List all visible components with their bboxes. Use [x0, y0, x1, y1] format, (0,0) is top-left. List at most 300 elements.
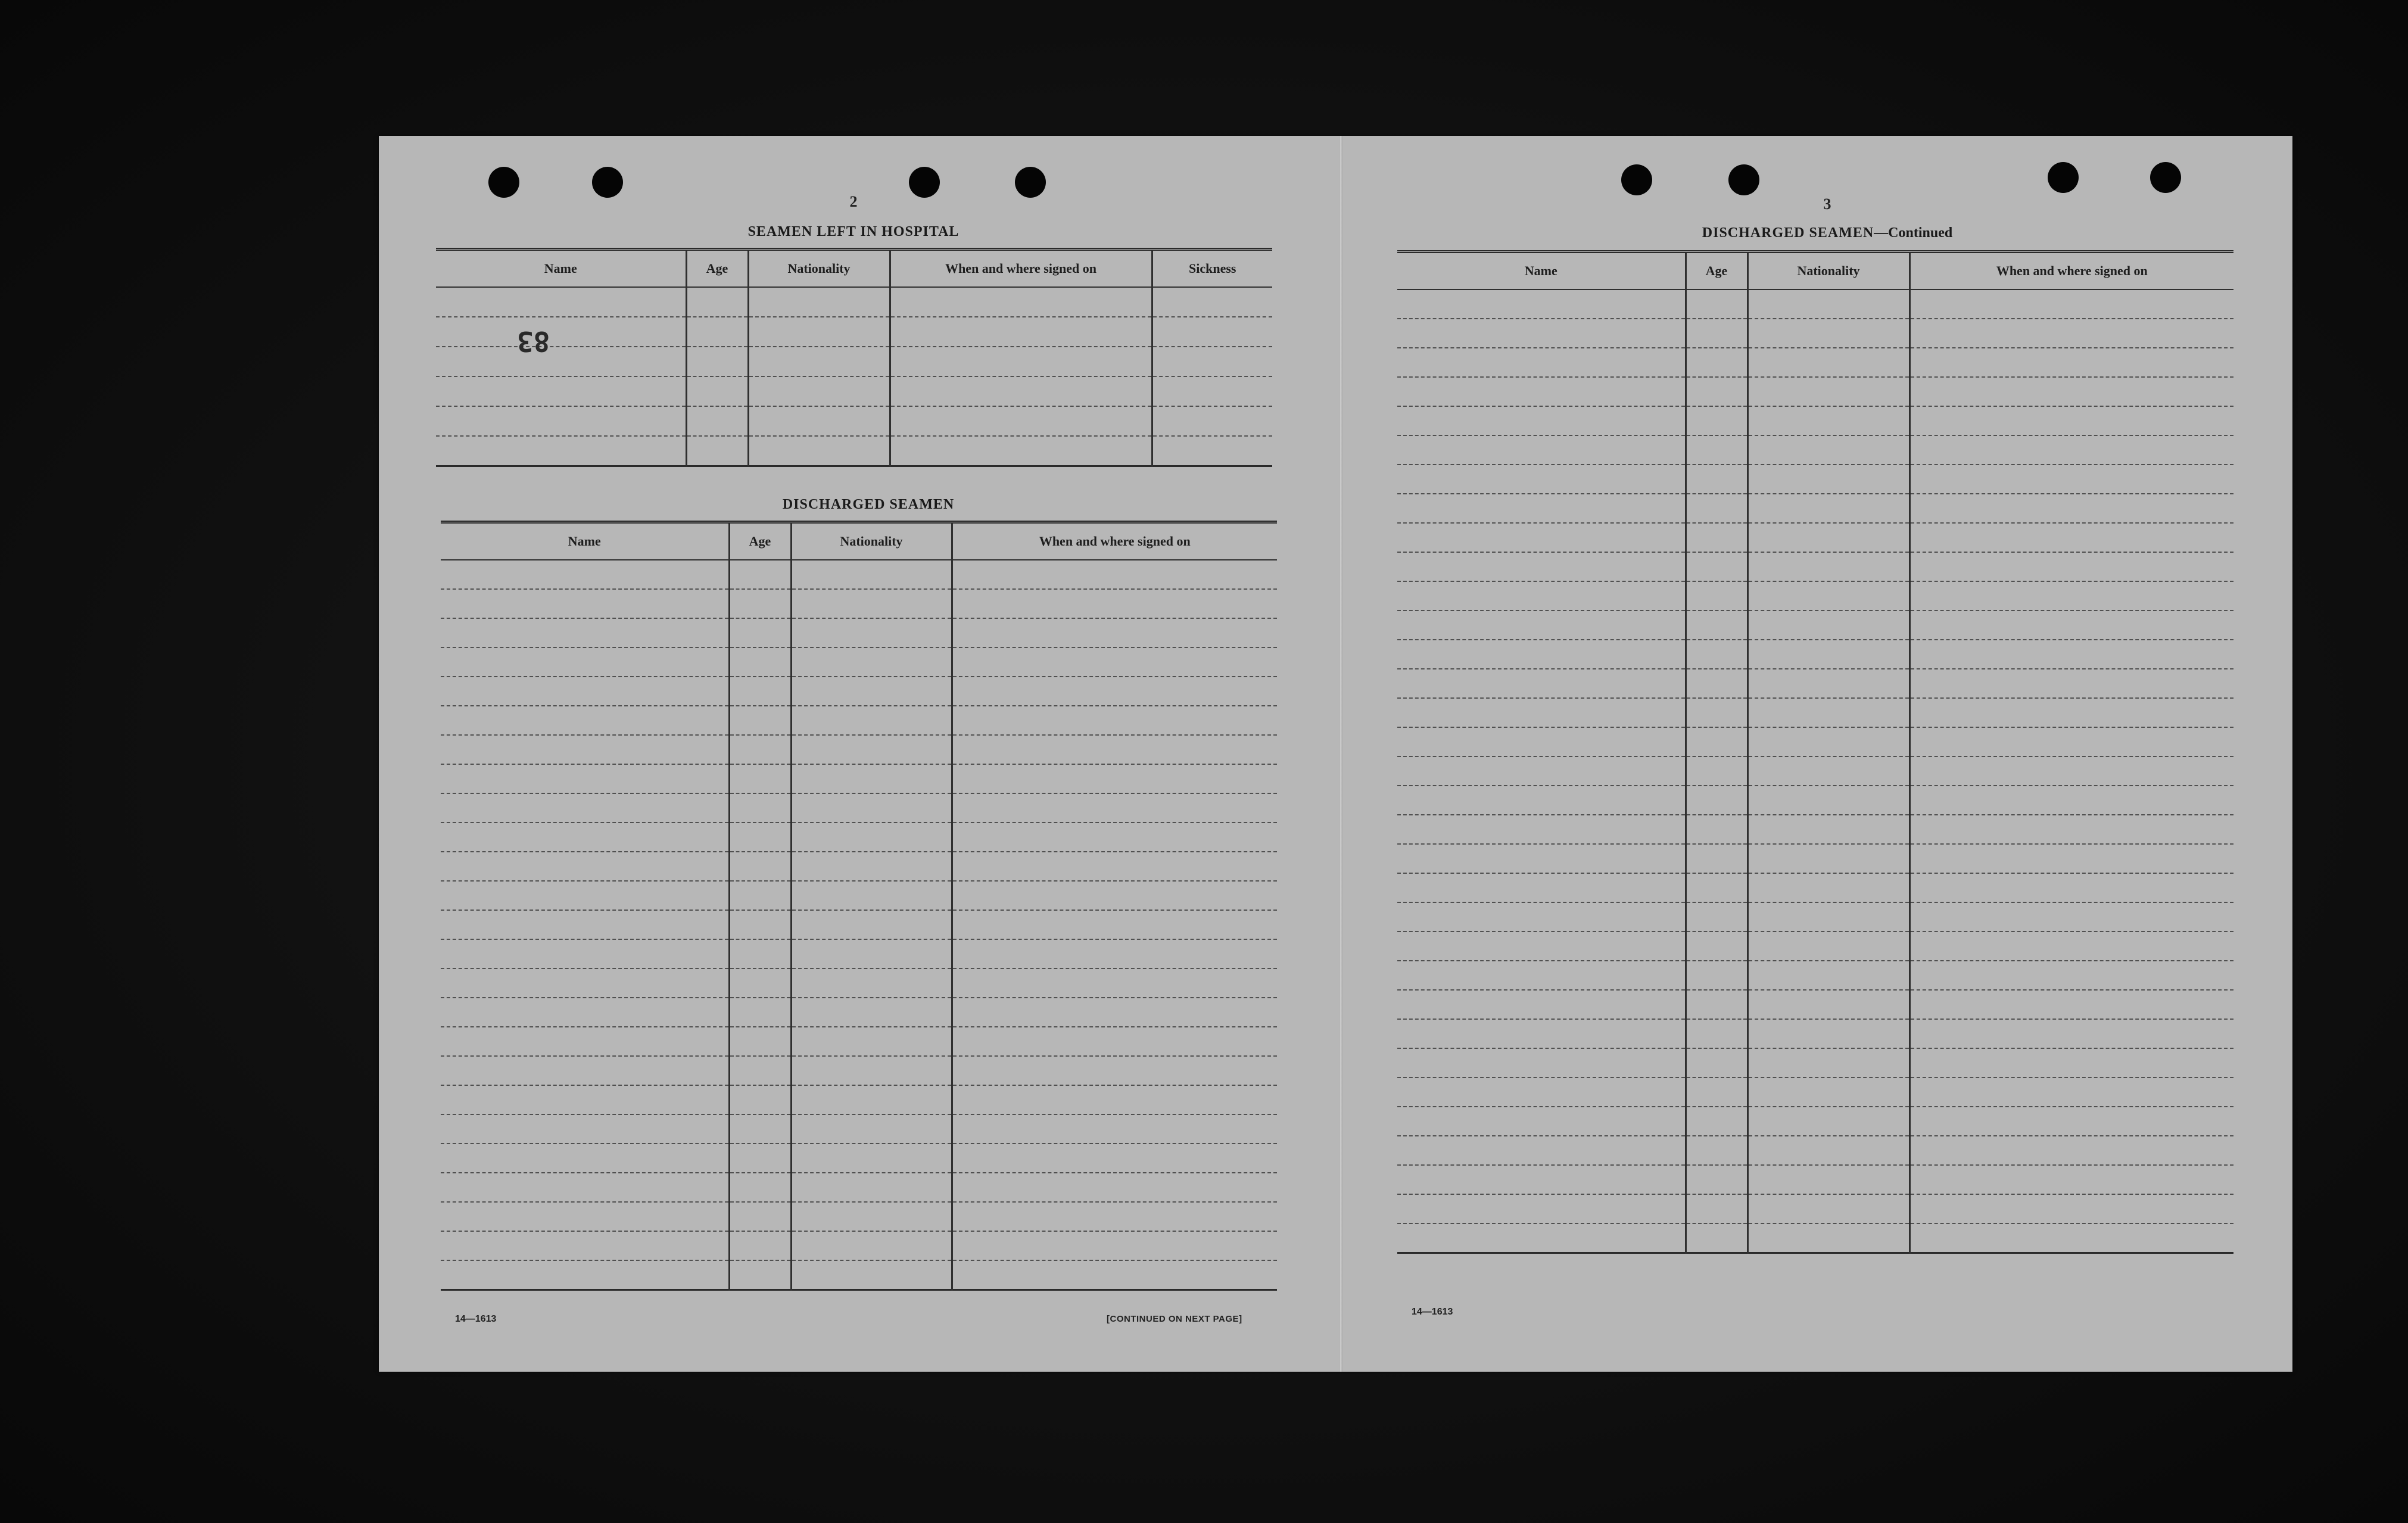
- blank-cell: [890, 287, 1152, 317]
- blank-cell: [1397, 1077, 1686, 1107]
- blank-cell: [441, 1027, 729, 1056]
- blank-cell: [1909, 1107, 2233, 1136]
- table-row: [441, 1027, 1277, 1056]
- blank-cell: [1397, 611, 1686, 640]
- blank-cell: [1397, 494, 1686, 523]
- left-page-number: 2: [849, 193, 858, 210]
- blank-cell: [1747, 1223, 1909, 1253]
- blank-cell: [1397, 348, 1686, 377]
- blank-cell: [1747, 1165, 1909, 1194]
- blank-cell: [1909, 611, 2233, 640]
- table-row: [1397, 902, 2233, 932]
- blank-cell: [1397, 932, 1686, 961]
- blank-cell: [1686, 289, 1747, 319]
- blank-cell: [1909, 348, 2233, 377]
- table-row: [436, 406, 1272, 436]
- blank-cell: [436, 436, 686, 466]
- blank-cell: [1397, 669, 1686, 698]
- blank-cell: [791, 1114, 952, 1144]
- table-row: [1397, 698, 2233, 727]
- blank-cell: [1397, 961, 1686, 990]
- punch-hole: [909, 167, 940, 198]
- table-row: [441, 735, 1277, 764]
- table-row: [1397, 815, 2233, 844]
- table-row: [441, 852, 1277, 881]
- blank-cell: [441, 998, 729, 1027]
- table-row: [441, 560, 1277, 589]
- blank-cell: [441, 968, 729, 998]
- blank-cell: [1909, 961, 2233, 990]
- blank-cell: [729, 1056, 791, 1085]
- discharged-table: [441, 521, 1277, 1291]
- blank-cell: [1686, 406, 1747, 435]
- table-row: [1397, 377, 2233, 406]
- blank-cell: [791, 939, 952, 968]
- blank-cell: [1747, 552, 1909, 581]
- page-fold: [1339, 136, 1342, 1372]
- blank-cell: [1686, 932, 1747, 961]
- blank-cell: [748, 406, 890, 436]
- discharged-section-title: DISCHARGED SEAMEN: [782, 497, 955, 512]
- blank-cell: [1909, 756, 2233, 786]
- blank-cell: [1397, 465, 1686, 494]
- blank-cell: [1397, 1048, 1686, 1077]
- blank-cell: [1747, 523, 1909, 552]
- blank-cell: [791, 1260, 952, 1290]
- blank-cell: [1747, 611, 1909, 640]
- blank-cell: [1686, 873, 1747, 902]
- blank-cell: [1152, 347, 1272, 376]
- blank-cell: [1747, 669, 1909, 698]
- table-row: [1397, 640, 2233, 669]
- blank-cell: [791, 735, 952, 764]
- column-header-when-and-where-signed-on: When and where signed on: [952, 522, 1277, 560]
- blank-cell: [1397, 1194, 1686, 1223]
- blank-cell: [1686, 669, 1747, 698]
- blank-cell: [1686, 319, 1747, 348]
- table-row: [441, 1173, 1277, 1202]
- blank-cell: [729, 910, 791, 939]
- blank-cell: [1397, 873, 1686, 902]
- table-row: [436, 376, 1272, 406]
- blank-cell: [1909, 406, 2233, 435]
- blank-cell: [1909, 640, 2233, 669]
- blank-cell: [748, 287, 890, 317]
- blank-cell: [952, 764, 1277, 793]
- blank-cell: [1397, 435, 1686, 465]
- blank-cell: [441, 1231, 729, 1260]
- blank-cell: [1686, 844, 1747, 873]
- blank-cell: [1686, 1048, 1747, 1077]
- blank-cell: [791, 823, 952, 852]
- blank-cell: [1686, 348, 1747, 377]
- blank-cell: [1909, 465, 2233, 494]
- blank-cell: [890, 347, 1152, 376]
- blank-cell: [1747, 1136, 1909, 1165]
- blank-cell: [1909, 289, 2233, 319]
- blank-cell: [729, 1202, 791, 1231]
- table-row: [1397, 1194, 2233, 1223]
- table-row: [441, 1144, 1277, 1173]
- table-row: [441, 1202, 1277, 1231]
- blank-cell: [1686, 494, 1747, 523]
- blank-cell: [952, 1114, 1277, 1144]
- blank-cell: [1747, 698, 1909, 727]
- blank-cell: [1909, 377, 2233, 406]
- blank-cell: [1397, 1165, 1686, 1194]
- blank-cell: [441, 852, 729, 881]
- table-row: [441, 1085, 1277, 1114]
- blank-cell: [1686, 727, 1747, 756]
- blank-cell: [1397, 990, 1686, 1019]
- blank-cell: [729, 998, 791, 1027]
- table-row: [1397, 289, 2233, 319]
- blank-cell: [1686, 961, 1747, 990]
- table-row: [441, 1231, 1277, 1260]
- table-row: [436, 287, 1272, 317]
- column-header-name: Name: [436, 250, 686, 288]
- table-row: [1397, 465, 2233, 494]
- blank-cell: [441, 1202, 729, 1231]
- blank-cell: [1747, 435, 1909, 465]
- table-row: [1397, 756, 2233, 786]
- column-header-sickness: Sickness: [1152, 250, 1272, 288]
- table-row: [1397, 932, 2233, 961]
- blank-cell: [1909, 1194, 2233, 1223]
- blank-cell: [1747, 1194, 1909, 1223]
- blank-cell: [1909, 786, 2233, 815]
- blank-cell: [952, 910, 1277, 939]
- blank-cell: [1747, 1019, 1909, 1048]
- blank-cell: [436, 347, 686, 376]
- blank-cell: [791, 1144, 952, 1173]
- blank-cell: [1686, 1077, 1747, 1107]
- blank-cell: [791, 764, 952, 793]
- blank-cell: [1686, 1165, 1747, 1194]
- table-row: [1397, 494, 2233, 523]
- blank-cell: [1686, 902, 1747, 932]
- table-row: [436, 347, 1272, 376]
- blank-cell: [441, 618, 729, 647]
- blank-cell: [890, 376, 1152, 406]
- blank-cell: [1397, 406, 1686, 435]
- blank-cell: [748, 376, 890, 406]
- blank-cell: [729, 1027, 791, 1056]
- table-row: [441, 1056, 1277, 1085]
- blank-cell: [952, 1231, 1277, 1260]
- table-row: [441, 647, 1277, 677]
- blank-cell: [890, 317, 1152, 347]
- blank-cell: [1747, 727, 1909, 756]
- blank-cell: [952, 823, 1277, 852]
- table-row: [1397, 435, 2233, 465]
- blank-cell: [729, 939, 791, 968]
- table-row: [441, 589, 1277, 618]
- blank-cell: [952, 560, 1277, 589]
- blank-cell: [1747, 581, 1909, 611]
- punch-hole: [592, 167, 623, 198]
- blank-cell: [952, 939, 1277, 968]
- table-row: [1397, 1077, 2233, 1107]
- blank-cell: [1397, 786, 1686, 815]
- blank-cell: [686, 376, 748, 406]
- blank-cell: [436, 287, 686, 317]
- blank-cell: [1909, 523, 2233, 552]
- blank-cell: [1909, 873, 2233, 902]
- blank-cell: [729, 881, 791, 910]
- blank-cell: [1397, 1223, 1686, 1253]
- blank-cell: [436, 406, 686, 436]
- blank-cell: [729, 823, 791, 852]
- blank-cell: [791, 1231, 952, 1260]
- blank-cell: [1686, 1223, 1747, 1253]
- blank-cell: [729, 706, 791, 735]
- table-row: [1397, 611, 2233, 640]
- blank-cell: [1397, 552, 1686, 581]
- punch-hole: [2150, 162, 2181, 193]
- discharged-continued-title-main: DISCHARGED SEAMEN: [1702, 225, 1874, 241]
- table-row: [441, 618, 1277, 647]
- blank-cell: [952, 1056, 1277, 1085]
- punch-hole: [488, 167, 519, 198]
- table-row: [1397, 581, 2233, 611]
- blank-cell: [1747, 494, 1909, 523]
- blank-cell: [441, 764, 729, 793]
- blank-cell: [1686, 523, 1747, 552]
- table-row: [441, 677, 1277, 706]
- blank-cell: [1909, 552, 2233, 581]
- table-row: [1397, 873, 2233, 902]
- blank-cell: [729, 1144, 791, 1173]
- blank-cell: [1397, 902, 1686, 932]
- blank-cell: [729, 764, 791, 793]
- blank-cell: [1747, 844, 1909, 873]
- blank-cell: [729, 1085, 791, 1114]
- blank-cell: [441, 881, 729, 910]
- table-row: [1397, 406, 2233, 435]
- blank-cell: [441, 939, 729, 968]
- blank-cell: [1747, 289, 1909, 319]
- blank-cell: [1909, 1136, 2233, 1165]
- blank-cell: [441, 1056, 729, 1085]
- blank-cell: [1909, 815, 2233, 844]
- blank-cell: [791, 1173, 952, 1202]
- column-header-nationality: Nationality: [1747, 252, 1909, 290]
- table-row: [1397, 523, 2233, 552]
- blank-cell: [1397, 1136, 1686, 1165]
- blank-cell: [952, 589, 1277, 618]
- blank-cell: [1397, 756, 1686, 786]
- table-row: [1397, 1223, 2233, 1253]
- column-header-when-and-where-signed-on: When and where signed on: [1909, 252, 2233, 290]
- blank-cell: [441, 1144, 729, 1173]
- blank-cell: [791, 998, 952, 1027]
- blank-cell: [441, 823, 729, 852]
- blank-cell: [1686, 465, 1747, 494]
- table-row: [441, 968, 1277, 998]
- table-row: [441, 881, 1277, 910]
- blank-cell: [1686, 990, 1747, 1019]
- blank-cell: [729, 1173, 791, 1202]
- table-row: [441, 823, 1277, 852]
- blank-cell: [1909, 902, 2233, 932]
- blank-cell: [952, 793, 1277, 823]
- blank-cell: [729, 1231, 791, 1260]
- blank-cell: [791, 881, 952, 910]
- blank-cell: [729, 677, 791, 706]
- table-row: [436, 436, 1272, 466]
- table-row: [436, 317, 1272, 347]
- blank-cell: [952, 647, 1277, 677]
- blank-cell: [1397, 1107, 1686, 1136]
- blank-cell: [1909, 435, 2233, 465]
- blank-cell: [436, 376, 686, 406]
- blank-cell: [791, 706, 952, 735]
- blank-cell: [791, 1085, 952, 1114]
- blank-cell: [1747, 319, 1909, 348]
- table-row: [1397, 1136, 2233, 1165]
- blank-cell: [1909, 932, 2233, 961]
- table-row: [1397, 844, 2233, 873]
- table-row: [1397, 348, 2233, 377]
- blank-cell: [1686, 698, 1747, 727]
- blank-cell: [952, 1085, 1277, 1114]
- blank-cell: [952, 706, 1277, 735]
- blank-cell: [890, 406, 1152, 436]
- blank-cell: [1686, 815, 1747, 844]
- blank-cell: [1397, 523, 1686, 552]
- blank-cell: [1686, 786, 1747, 815]
- continued-on-next-page-note: [CONTINUED ON NEXT PAGE]: [1107, 1314, 1242, 1324]
- blank-cell: [441, 1114, 729, 1144]
- blank-cell: [791, 618, 952, 647]
- right-form-code: 14—1613: [1412, 1307, 1453, 1317]
- column-header-name: Name: [441, 522, 729, 560]
- blank-cell: [1909, 494, 2233, 523]
- blank-cell: [729, 618, 791, 647]
- blank-cell: [1747, 786, 1909, 815]
- blank-cell: [1686, 1136, 1747, 1165]
- blank-cell: [1747, 990, 1909, 1019]
- blank-cell: [1909, 844, 2233, 873]
- blank-cell: [952, 852, 1277, 881]
- blank-cell: [748, 347, 890, 376]
- blank-cell: [952, 677, 1277, 706]
- column-header-name: Name: [1397, 252, 1686, 290]
- table-row: [441, 706, 1277, 735]
- blank-cell: [791, 852, 952, 881]
- blank-cell: [1397, 581, 1686, 611]
- table-row: [1397, 1048, 2233, 1077]
- discharged-continued-table: [1397, 250, 2233, 1254]
- left-form-code: 14—1613: [455, 1314, 497, 1324]
- blank-cell: [1747, 1107, 1909, 1136]
- table-row: [441, 998, 1277, 1027]
- blank-cell: [1686, 1107, 1747, 1136]
- discharged-continued-title: [1702, 225, 1952, 241]
- blank-cell: [1397, 727, 1686, 756]
- blank-cell: [1909, 1077, 2233, 1107]
- blank-cell: [748, 317, 890, 347]
- table-row: [1397, 961, 2233, 990]
- blank-cell: [1686, 640, 1747, 669]
- blank-cell: [791, 1027, 952, 1056]
- blank-cell: [1909, 1223, 2233, 1253]
- punch-hole: [2048, 162, 2079, 193]
- blank-cell: [890, 436, 1152, 466]
- table-row: [1397, 786, 2233, 815]
- column-header-age: Age: [1686, 252, 1747, 290]
- blank-cell: [952, 1144, 1277, 1173]
- column-header-nationality: Nationality: [791, 522, 952, 560]
- column-header-age: Age: [686, 250, 748, 288]
- document-sheet: [379, 136, 2292, 1372]
- blank-cell: [791, 1056, 952, 1085]
- blank-cell: [441, 1260, 729, 1290]
- blank-cell: [1747, 902, 1909, 932]
- blank-cell: [952, 735, 1277, 764]
- blank-cell: [1152, 376, 1272, 406]
- blank-cell: [729, 560, 791, 589]
- blank-cell: [791, 968, 952, 998]
- blank-cell: [1909, 581, 2233, 611]
- blank-cell: [441, 910, 729, 939]
- blank-cell: [791, 560, 952, 589]
- blank-cell: [1397, 289, 1686, 319]
- table-row: [1397, 319, 2233, 348]
- blank-cell: [1397, 377, 1686, 406]
- table-row: [441, 764, 1277, 793]
- table-row: [441, 910, 1277, 939]
- blank-cell: [729, 1114, 791, 1144]
- blank-cell: [729, 852, 791, 881]
- blank-cell: [952, 968, 1277, 998]
- blank-cell: [729, 1260, 791, 1290]
- blank-cell: [729, 968, 791, 998]
- blank-cell: [791, 647, 952, 677]
- blank-cell: [791, 793, 952, 823]
- blank-cell: [1747, 348, 1909, 377]
- table-row: [1397, 727, 2233, 756]
- blank-cell: [441, 793, 729, 823]
- blank-cell: [748, 436, 890, 466]
- column-header-when-and-where-signed-on: When and where signed on: [890, 250, 1152, 288]
- blank-cell: [441, 589, 729, 618]
- blank-cell: [441, 560, 729, 589]
- blank-cell: [1397, 844, 1686, 873]
- blank-cell: [686, 347, 748, 376]
- blank-cell: [1686, 611, 1747, 640]
- blank-cell: [1686, 1194, 1747, 1223]
- blank-cell: [1909, 1165, 2233, 1194]
- column-header-age: Age: [729, 522, 791, 560]
- blank-cell: [952, 1202, 1277, 1231]
- blank-cell: [1747, 1048, 1909, 1077]
- blank-cell: [1747, 873, 1909, 902]
- table-row: [1397, 669, 2233, 698]
- hospital-table: [436, 248, 1272, 467]
- blank-cell: [1747, 465, 1909, 494]
- blank-cell: [1686, 1019, 1747, 1048]
- blank-cell: [952, 881, 1277, 910]
- blank-cell: [1909, 1048, 2233, 1077]
- blank-cell: [729, 647, 791, 677]
- blank-cell: [791, 910, 952, 939]
- blank-cell: [1686, 552, 1747, 581]
- table-row: [441, 1114, 1277, 1144]
- blank-cell: [1909, 319, 2233, 348]
- blank-cell: [1397, 640, 1686, 669]
